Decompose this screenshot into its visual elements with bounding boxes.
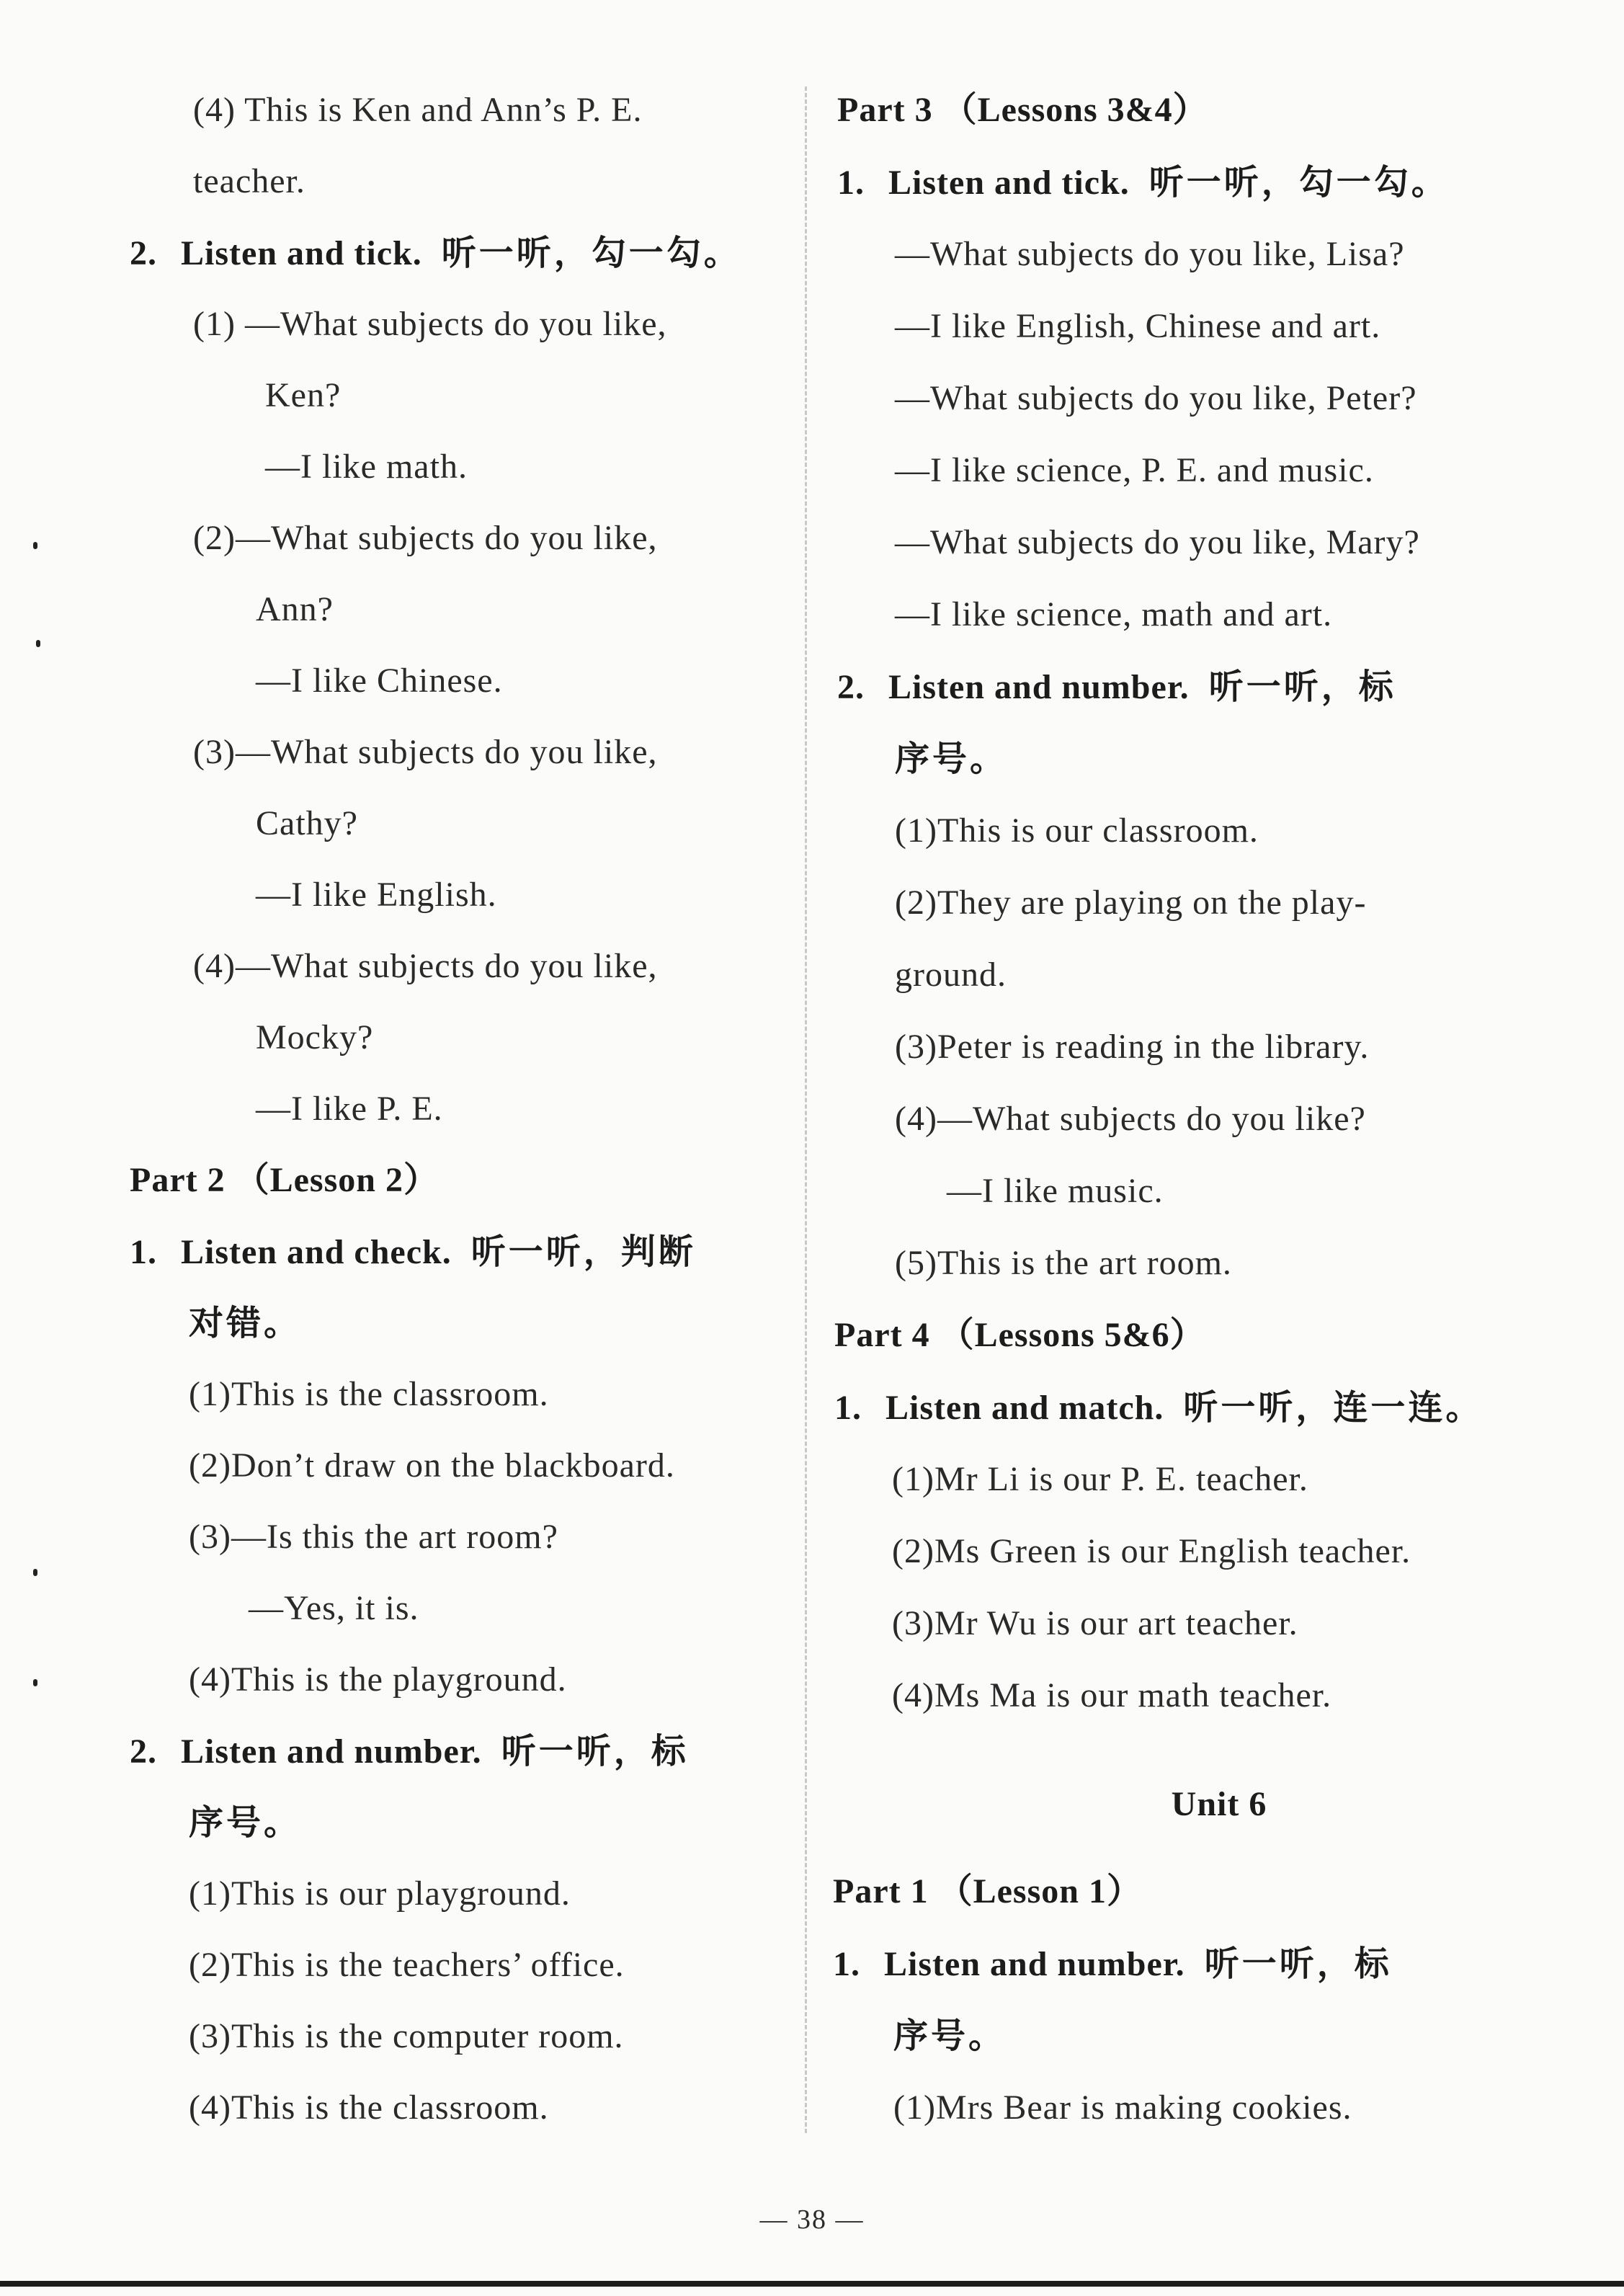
text-line: (1)This is our playground. <box>189 1874 571 1913</box>
exercise-title-cn: 听一听，标 <box>1204 1944 1392 1984</box>
text-line: —I like English. <box>256 876 497 914</box>
page-number: — 38 — <box>759 2204 865 2235</box>
text-line: (1)This is our classroom. <box>895 811 1259 850</box>
text-line: (5)This is the art room. <box>895 1244 1232 1282</box>
exercise-number: 2. <box>130 234 157 272</box>
text-line: (3)Mr Wu is our art teacher. <box>892 1604 1298 1642</box>
text-line: (2)Ms Green is our English teacher. <box>892 1532 1411 1570</box>
exercise-title: Listen and check. <box>181 1233 452 1271</box>
exercise-title-cn: 听一听，标 <box>501 1731 689 1771</box>
part-heading: Part 4 （Lessons 5&6） <box>834 1316 1205 1354</box>
exercise-heading <box>834 1386 1483 1430</box>
text-line: (3)This is the computer room. <box>189 2017 624 2055</box>
scan-speck <box>33 542 37 549</box>
exercise-heading <box>833 1942 1392 1986</box>
exercise-title-cn: 序号。 <box>895 739 1008 779</box>
exercise-number: 2. <box>837 668 865 706</box>
exercise-number: 1. <box>130 1233 157 1271</box>
text-line: —I like music. <box>947 1172 1164 1210</box>
text-line: (4)—What subjects do you like? <box>895 1100 1366 1138</box>
text-line: —I like P. E. <box>256 1090 443 1128</box>
exercise-heading <box>130 1730 689 1774</box>
text-line: —I like English, Chinese and art. <box>895 307 1381 345</box>
exercise-title-cn: 序号。 <box>189 1802 302 1843</box>
bottom-rule <box>0 2281 1624 2287</box>
text-line: (1)Mrs Bear is making cookies. <box>893 2088 1352 2127</box>
text-line: (3)—Is this the art room? <box>189 1518 558 1556</box>
exercise-number: 2. <box>130 1732 157 1771</box>
exercise-title: Listen and number. <box>181 1732 482 1771</box>
exercise-number: 1. <box>833 1945 860 1983</box>
text-line: —What subjects do you like, Peter? <box>895 379 1417 417</box>
text-line: (2)They are playing on the play- <box>895 884 1367 922</box>
exercise-heading <box>837 665 1396 709</box>
exercise-title: Listen and match. <box>885 1389 1164 1427</box>
exercise-title-cn: 听一听，勾一勾。 <box>441 233 741 273</box>
exercise-title-cn: 听一听，标 <box>1208 667 1396 707</box>
exercise-title: Listen and number. <box>888 668 1190 706</box>
column-divider <box>805 86 807 2133</box>
exercise-title: Listen and number. <box>884 1945 1185 1983</box>
text-line: (2)—What subjects do you like, <box>193 519 658 557</box>
exercise-number: 1. <box>834 1389 862 1427</box>
text-line: —What subjects do you like, Mary? <box>895 523 1420 561</box>
exercise-heading <box>130 231 741 275</box>
text-line: (4)Ms Ma is our math teacher. <box>892 1676 1332 1714</box>
exercise-number: 1. <box>837 164 865 202</box>
text-line: —What subjects do you like, Lisa? <box>895 235 1405 273</box>
text-line: —Yes, it is. <box>249 1589 419 1627</box>
text-line: (4)—What subjects do you like, <box>193 947 658 985</box>
text-line: —I like Chinese. <box>256 662 503 700</box>
text-line: (2)Don’t draw on the blackboard. <box>189 1446 675 1485</box>
exercise-title-cn: 听一听，判断 <box>470 1232 696 1272</box>
exercise-title: Listen and tick. <box>181 234 422 272</box>
text-line: (1)This is the classroom. <box>189 1375 549 1413</box>
part-heading: Part 3 （Lessons 3&4） <box>837 91 1208 129</box>
text-line: (3)Peter is reading in the library. <box>895 1028 1370 1066</box>
text-line: teacher. <box>193 162 305 200</box>
exercise-heading <box>837 161 1449 205</box>
text-line: —I like science, math and art. <box>895 595 1333 633</box>
part-heading: Part 2 （Lesson 2） <box>130 1161 439 1199</box>
text-line: (1)Mr Li is our P. E. teacher. <box>892 1460 1308 1498</box>
scan-speck <box>33 1569 37 1576</box>
text-line: (4)This is the playground. <box>189 1660 567 1699</box>
text-line: (4)This is the classroom. <box>189 2088 549 2127</box>
text-line: (4) This is Ken and Ann’s P. E. <box>193 91 643 129</box>
text-line: Mocky? <box>256 1018 374 1056</box>
unit-heading: Unit 6 <box>1171 1785 1267 1823</box>
exercise-title-cn: 对错。 <box>189 1303 302 1343</box>
text-line: (1) —What subjects do you like, <box>193 305 667 343</box>
exercise-title-cn: 序号。 <box>893 2016 1007 2056</box>
text-line: Ann? <box>256 590 334 628</box>
exercise-title-cn: 听一听，勾一勾。 <box>1148 162 1449 203</box>
text-line: Ken? <box>265 376 342 414</box>
text-line: —I like math. <box>265 448 468 486</box>
text-line: —I like science, P. E. and music. <box>895 451 1374 489</box>
text-line: (2)This is the teachers’ office. <box>189 1946 625 1984</box>
text-line: Cathy? <box>256 804 358 842</box>
exercise-title: Listen and tick. <box>888 164 1130 202</box>
scan-speck <box>33 1679 37 1686</box>
exercise-heading <box>130 1230 696 1274</box>
text-line: ground. <box>895 956 1007 994</box>
text-line: (3)—What subjects do you like, <box>193 733 658 771</box>
scan-speck <box>36 640 40 647</box>
exercise-title-cn: 听一听，连一连。 <box>1183 1387 1484 1428</box>
part-heading: Part 1 （Lesson 1） <box>833 1872 1142 1910</box>
